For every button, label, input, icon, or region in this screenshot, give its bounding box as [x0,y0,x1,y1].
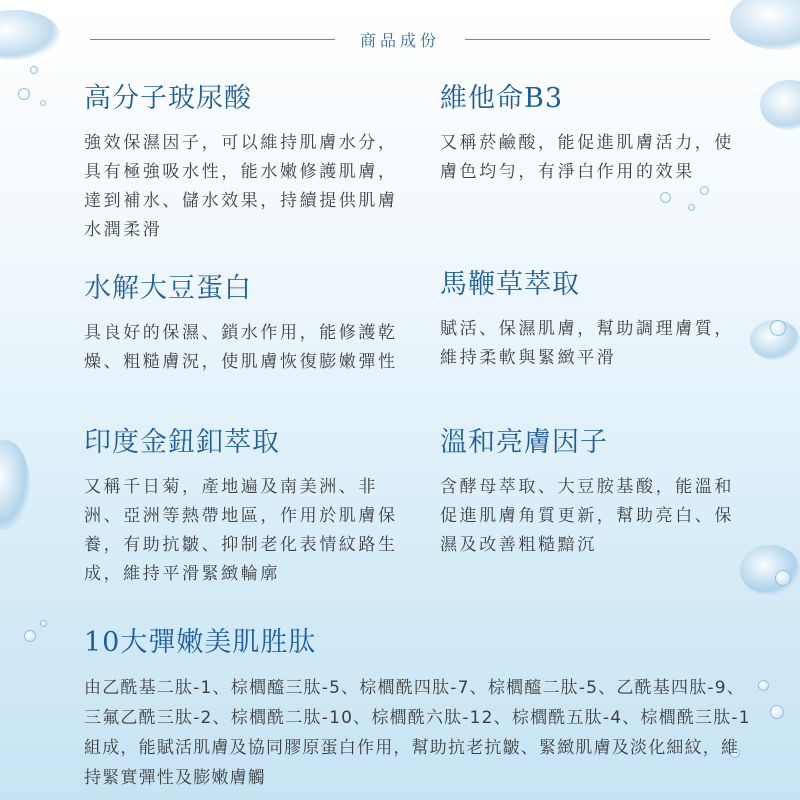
ingredient-verbena [440,262,740,373]
ingredient-title: 印度金鈕釦萃取 [84,427,280,458]
water-splash-top-left [0,10,60,60]
ingredient-peptides [84,620,754,793]
bubble-icon [688,204,695,211]
water-splash-left-mid [0,440,30,530]
water-splash-top-right [730,0,800,50]
ingredient-title: 溫和亮膚因子 [440,427,608,458]
bubble-icon [24,630,36,642]
ingredient-description: 由乙酰基二肽-1、棕櫚醯三肽-5、棕櫚酰四肽-7、棕櫚醯二肽-5、乙酰基四肽-9、三氟乙酰三肽-2、棕櫚酰二肽-10、棕櫚酰六肽-12、棕櫚酰五肽-4、棕櫚酰三肽-1組成，能賦活肌膚及協同膠原蛋白作用，幫助抗老抗皺、緊緻肌膚及淡化細紋，維持緊實彈性及膨嫩膚觸 [84,678,751,788]
section-header [90,28,710,52]
ingredient-title: 水解大豆蛋白 [84,273,252,304]
ingredient-spilanthes [84,420,400,589]
ingredient-vitamin-b3 [440,76,740,187]
ingredient-title: 維他命B3 [440,83,564,114]
ingredient-hyaluronic-acid [84,76,400,245]
ingredient-description: 賦活、保濕肌膚，幫助調理膚質，維持柔軟與緊緻平滑 [440,319,734,368]
bubble-icon [775,570,791,586]
bubble-icon [18,88,30,100]
ingredient-soy-protein [84,266,400,377]
bubble-icon [40,620,47,627]
bubble-icon [770,320,786,336]
water-splash-right-low [740,545,800,595]
bubble-icon [660,192,671,203]
bubble-icon [40,100,46,106]
bubble-icon [700,186,709,195]
ingredient-description: 又稱菸鹼酸，能促進肌膚活力，使膚色均勻，有淨白作用的效果 [440,133,734,182]
ingredient-title: 10大彈嫩美肌胜肽 [84,627,317,658]
ingredient-description: 含酵母萃取、大豆胺基酸，能溫和促進肌膚角質更新，幫助亮白、保濕及改善粗糙黯沉 [440,477,734,555]
ingredient-description: 又稱千日菊，產地遍及南美洲、非洲、亞洲等熱帶地區，作用於肌膚保養，有助抗皺、抑制老化表情紋路生成，維持平滑緊緻輪廓 [84,477,398,584]
ingredient-description: 強效保濕因子，可以維持肌膚水分，具有極強吸水性，能水嫩修護肌膚，達到補水、儲水效果，持續提供肌膚水潤柔滑 [84,133,398,240]
water-splash-right [760,80,800,130]
bubble-icon [770,705,784,719]
ingredient-description: 具良好的保濕、鎖水作用，能修護乾燥、粗糙膚況，使肌膚恢復膨嫩彈性 [84,323,398,372]
header-divider-right [465,39,710,40]
ingredient-title: 馬鞭草萃取 [440,269,580,300]
bubble-icon [758,680,769,691]
page-title: 商品成份 [359,31,440,50]
bubble-icon [30,66,38,74]
ingredient-brightening [440,420,740,560]
ingredient-title: 高分子玻尿酸 [84,83,252,114]
